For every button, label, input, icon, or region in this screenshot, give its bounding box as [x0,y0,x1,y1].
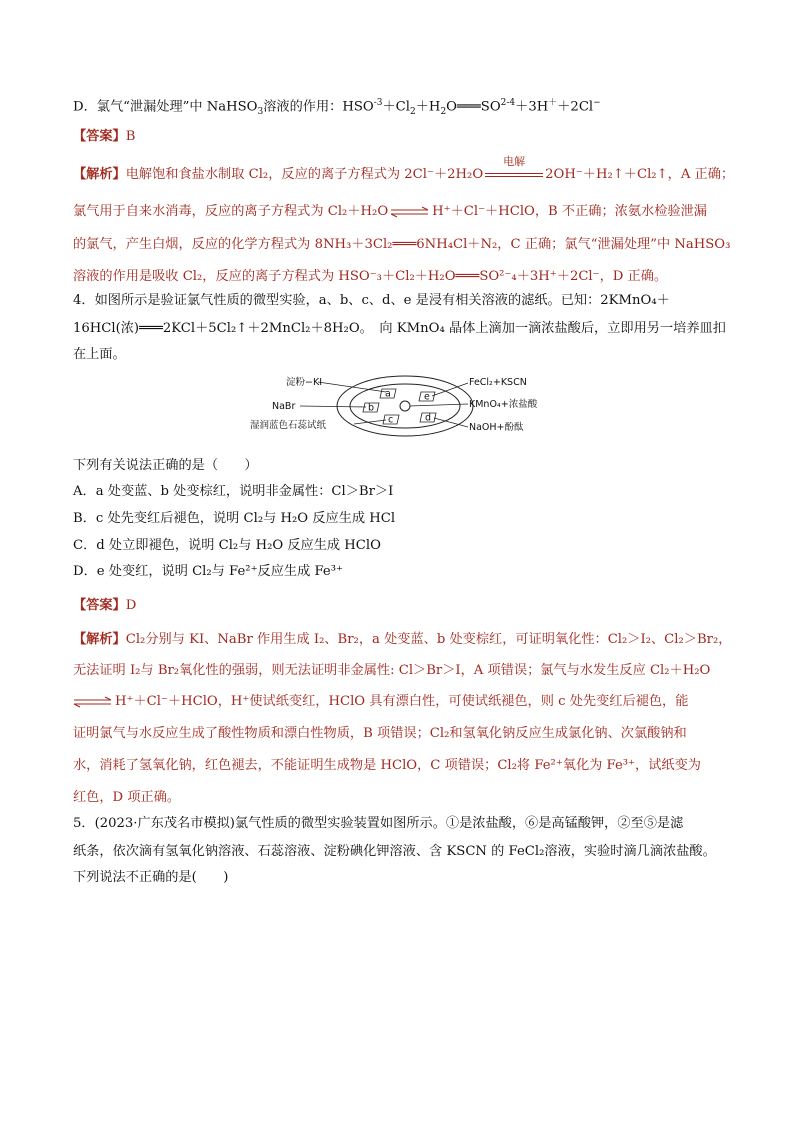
option-d-text-5: O═══SO [446,99,501,115]
superscript: -3 [373,98,383,108]
answer-2 [73,597,136,615]
subscript-3: 2 [440,107,447,118]
option-d-text-2: 溶液的作用：HSO [263,99,374,115]
label-fecl2-kscn: FeCl₂+KSCN [469,377,527,388]
analysis-text-2: 2OH⁻＋H₂↑＋Cl₂↑，A 正确； [545,167,735,182]
electrolysis-label: 电解 [503,155,526,168]
label-starch-ki: 淀粉−KI [286,377,322,388]
option-a: A．a 处变蓝、b 处变棕红，说明非金属性：Cl＞Br＞I [73,484,394,499]
option-d-text: D．氯气“泄漏处理”中 NaHSO [73,99,258,115]
label-nabr: NaBr [272,401,296,412]
question-4-line-1: 4．如图所示是验证氯气性质的微型实验，a、b、c、d、e 是浸有相关溶液的滤纸。已知：2KMnO₄＋ [73,293,670,308]
question-4-line-3: 在上面。 [73,347,126,362]
analysis-2-line-5: 水，消耗了氢氧化钠，红色褪去，不能证明生成物是 HClO，C 项错误；Cl₂将 Fe²⁺氧化为 Fe³⁺，试纸变为 [73,758,701,773]
reversible-arrow-icon [73,697,113,707]
question-5-line-1: 5．(2023·广东茂名市模拟)氯气性质的微型实验装置如图所示。①是浓盐酸，⑥是高锰酸钾，②至⑤是滤 [73,816,684,831]
option-d-text-6: ＋3H [515,99,549,115]
superscript-3: ＋ [548,98,558,108]
analysis-1-line-4: 溶液的作用是吸收 Cl₂，反应的离子方程式为 HSO⁻₃＋Cl₂＋H₂O═══SO²⁻₄＋3H⁺＋2Cl⁻，D 正确。 [73,269,668,284]
subscript: 3 [257,107,264,118]
answer-1 [73,128,135,146]
petri-dish-figure [250,372,538,440]
center-crystal [400,401,410,411]
question-5-line-2: 纸条，依次滴有氢氧化钠溶液、石蕊溶液、淀粉碘化钾溶液、含 KSCN 的 FeCl₂溶液，实验时滴几滴浓盐酸。 [73,844,716,859]
option-d-text-7: ＋2Cl [557,99,594,115]
electrolysis-arrow [483,155,545,184]
analysis-2-line-1 [73,631,731,649]
question-4-stem: 下列有关说法正确的是（ ） [73,458,258,473]
option-b: B．c 处先变红后褪色，说明 Cl₂与 H₂O 反应生成 HCl [73,511,396,526]
question-4-line-2: 16HCl(浓)═══2KCl＋5Cl₂↑＋2MnCl₂＋8H₂O。 向 KMnO₄ 晶体上滴加一滴浓盐酸后，立即用另一培养皿扣 [73,321,726,336]
analysis-text: 氯气用于自来水消毒，反应的离子方程式为 Cl₂＋H₂O [73,204,389,219]
answer-value: B [125,129,136,144]
label-d: d [425,412,432,424]
analysis-2-line-6: 红色，D 项正确。 [73,790,181,805]
analysis-text: 电解饱和食盐水制取 Cl₂，反应的离子方程式为 2Cl⁻＋2H₂O [125,167,484,182]
label-a: a [385,388,391,400]
analysis-2-line-3 [73,693,688,711]
analysis-1-line-3: 的氯气，产生白烟，反应的化学方程式为 8NH₃＋3Cl₂═══6NH₄Cl＋N₂，C 正确；氯气“泄漏处理”中 NaHSO₃ [73,237,731,252]
analysis-1-line-1 [73,155,735,184]
label-kmno4-hcl: KMnO₄+浓盐酸 [469,399,538,410]
subscript-2: 2 [410,107,416,118]
analysis-2-line-2: 无法证明 I₂与 Br₂氧化性的强弱，则无法证明非金属性: Cl＞Br＞I，A 项错误；氯气与水发生反应 Cl₂＋H₂O [73,663,711,678]
label-naoh-phenolphthalein: NaOH+酚酞 [469,422,524,433]
answer-value: D [125,598,137,613]
option-d: D．e 处变红，说明 Cl₂与 Fe²⁺反应生成 Fe³⁺ [73,564,343,579]
label-litmus: 湿润蓝色石蕊试纸 [250,420,327,431]
label-b: b [368,402,375,414]
analysis-text: H⁺＋Cl⁻＋HClO，H⁺使试纸变红，HClO 具有漂白性，可使试纸褪色，则 c 处先变红后褪色，能 [115,694,689,709]
label-c: c [388,414,394,426]
answer-label: 【答案】 [73,129,126,144]
superscript-4: − [593,98,601,108]
option-d-text-4: ＋H [415,99,441,115]
option-d-text-3: ＋Cl [382,99,410,115]
answer-label: 【答案】 [73,598,126,613]
option-d-line [73,94,601,121]
analysis-1-line-2 [73,203,707,221]
analysis-text: Cl₂分别与 KI、NaBr 作用生成 I₂、Br₂，a 处变蓝、b 处变棕红，可证明氧化性：Cl₂＞I₂、Cl₂＞Br₂， [125,632,732,647]
superscript-2: 2-4 [500,98,516,108]
question-5-line-3: 下列说法不正确的是( ) [73,870,229,885]
analysis-text-2: H⁺＋Cl⁻＋HClO，B 不正确；浓氨水检验泄漏 [432,204,707,219]
analysis-label: 【解析】 [73,167,126,182]
label-e: e [424,391,430,403]
outer-dish [337,376,473,436]
analysis-2-line-4: 证明氯气与水反应生成了酸性物质和漂白性物质，B 项错误；Cl₂和氢氧化钠反应生成氯化钠、次氯酸钠和 [73,726,687,741]
reversible-arrow-icon [390,207,430,217]
analysis-label: 【解析】 [73,632,126,647]
option-c: C．d 处立即褪色，说明 Cl₂与 H₂O 反应生成 HClO [73,538,381,553]
